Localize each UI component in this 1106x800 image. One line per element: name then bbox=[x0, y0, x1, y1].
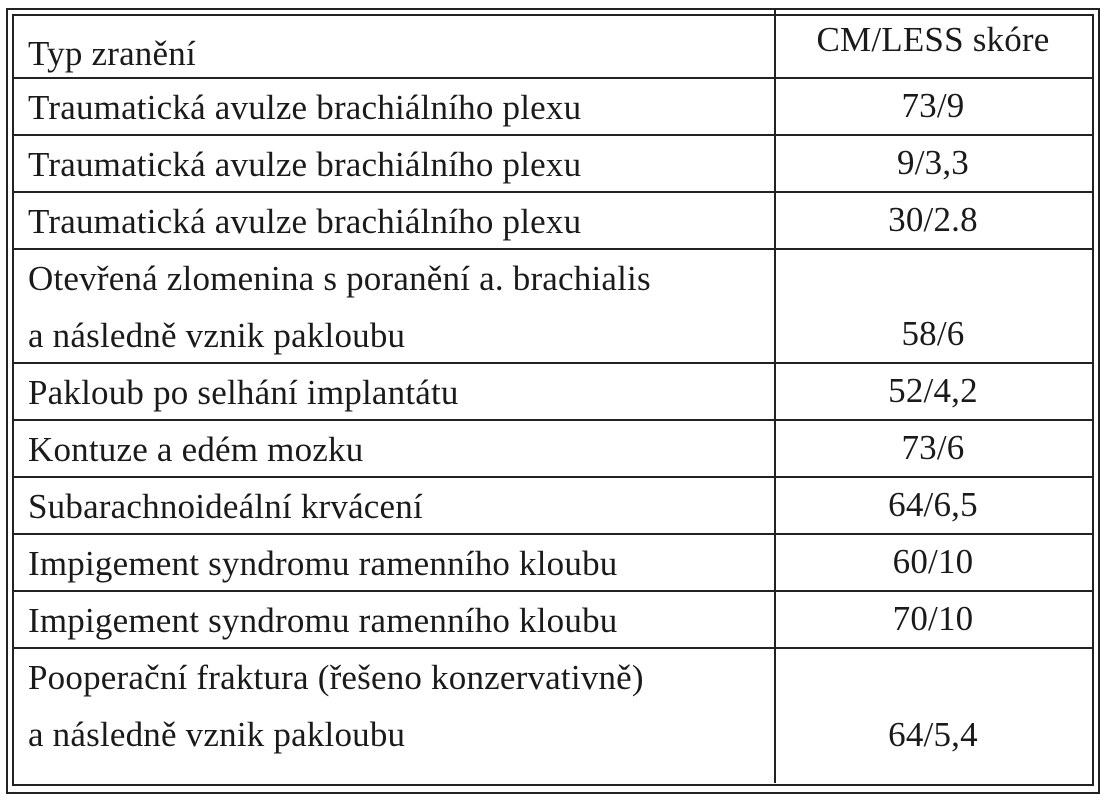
table-header-row bbox=[14, 16, 1092, 79]
header-cmless-score: CM/LESS skóre bbox=[816, 20, 1050, 59]
score-cell: 52/4,2 bbox=[888, 371, 978, 410]
column-divider bbox=[774, 8, 776, 783]
score-value: 64/5,4 bbox=[888, 715, 978, 754]
score-cell: 30/2.8 bbox=[888, 200, 978, 239]
score-cell: 60/10 bbox=[892, 542, 974, 581]
injury-type-cell: Kontuze a edém mozku bbox=[28, 430, 364, 469]
injury-type-line: Otevřená zlomenina s poranění a. brachialis bbox=[28, 259, 651, 298]
injury-score-table bbox=[14, 16, 1092, 763]
table-row bbox=[14, 364, 1092, 421]
table-row bbox=[14, 649, 1092, 763]
table-row bbox=[14, 136, 1092, 193]
injury-type-cell bbox=[14, 250, 774, 362]
score-value: 58/6 bbox=[901, 314, 965, 353]
table-row bbox=[14, 250, 1092, 364]
injury-type-cell: Impigement syndromu ramenního kloubu bbox=[28, 601, 618, 640]
table-row bbox=[14, 592, 1092, 649]
injury-type-cell: Traumatická avulze brachiálního plexu bbox=[28, 88, 582, 127]
score-cell: 70/10 bbox=[892, 599, 974, 638]
injury-type-cell: Subarachnoideální krvácení bbox=[28, 487, 423, 526]
injury-type-line: Pooperační fraktura (řešeno konzervativně) bbox=[28, 658, 644, 697]
injury-type-cell: Pakloub po selhání implantátu bbox=[28, 373, 459, 412]
score-cell: 73/6 bbox=[901, 428, 965, 467]
injury-type-cell: Traumatická avulze brachiálního plexu bbox=[28, 145, 582, 184]
score-cell: 64/6,5 bbox=[888, 485, 978, 524]
injury-type-cell bbox=[14, 649, 774, 763]
table-row bbox=[14, 79, 1092, 136]
table-row bbox=[14, 421, 1092, 478]
table-row bbox=[14, 478, 1092, 535]
injury-type-line: a následně vznik pakloubu bbox=[28, 316, 406, 355]
injury-type-line: a následně vznik pakloubu bbox=[28, 715, 406, 754]
injury-type-cell: Traumatická avulze brachiálního plexu bbox=[28, 202, 582, 241]
score-cell: 9/3,3 bbox=[897, 143, 969, 182]
table-row bbox=[14, 535, 1092, 592]
score-cell bbox=[774, 649, 1092, 763]
score-cell: 73/9 bbox=[901, 86, 965, 125]
header-injury-type: Typ zranění bbox=[28, 34, 196, 73]
injury-type-cell: Impigement syndromu ramenního kloubu bbox=[28, 544, 618, 583]
score-cell bbox=[774, 250, 1092, 362]
table-row bbox=[14, 193, 1092, 250]
